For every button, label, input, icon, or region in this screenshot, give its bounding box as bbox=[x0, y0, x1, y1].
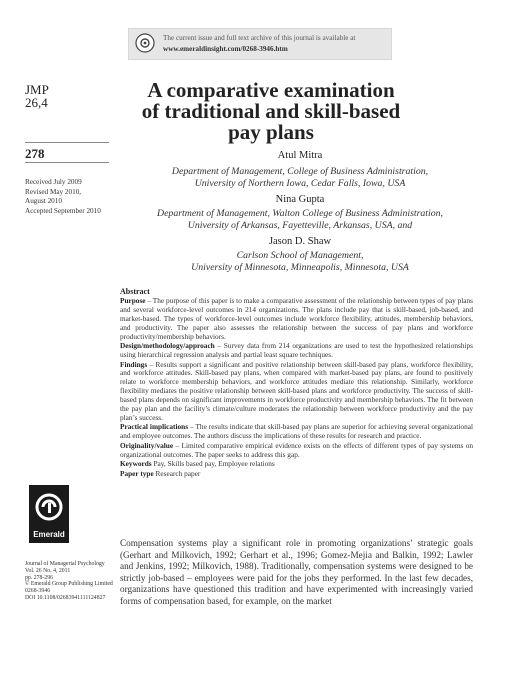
section-text: – Survey data from 214 organizations are used to test the hypothesized relationships using hierarchical regression analysis and partial least square techniques. bbox=[120, 341, 473, 360]
history-line: Accepted September 2010 bbox=[25, 206, 101, 215]
author-affiliation bbox=[118, 250, 482, 274]
affiliation-line: University of Northern Iowa, Cedar Falls, Iowa, USA bbox=[194, 178, 406, 189]
emerald-logo-icon bbox=[29, 485, 69, 543]
section-text: – The results indicate that skill-based pay plans are superior for achieving several organizational and employee outcomes. The authors discuss the implications of these results for research and practice. bbox=[120, 422, 473, 441]
citation-line: pp. 278-296 bbox=[25, 574, 54, 581]
section-label: Keywords bbox=[120, 459, 152, 469]
citation-line: 0268-3946 bbox=[25, 588, 51, 595]
author-name: Jason D. Shaw bbox=[268, 236, 332, 247]
abstract-paper-type bbox=[120, 470, 473, 479]
author-name: Nina Gupta bbox=[275, 194, 325, 205]
body-paragraph: Compensation systems play a significant role in promoting organizations’ strategic goals (Gerhart and Milkovich, 1992; Gerhart et al., 1996; Gomez-Mejia and Balkin, 1992; Lawler and Jenkins, 1992; Milkovich, 1988). Traditionally, compensation systems were designed to be strictly job-based – employees were paid for the jobs they performed. In the last few decades, organizations have questioned this tradition and have experimented with increasingly varied forms of compensation based, for example, on the market bbox=[120, 538, 473, 606]
author-affiliation bbox=[118, 166, 482, 190]
section-label: Design/methodology/approach bbox=[120, 341, 215, 351]
author-name: Atul Mitra bbox=[277, 150, 323, 161]
emerald-publisher-logo bbox=[29, 485, 69, 543]
citation-line: Journal of Managerial Psychology bbox=[25, 561, 105, 567]
affiliation-line: University of Minnesota, Minneapolis, Minnesota, USA bbox=[191, 262, 409, 273]
journal-access-banner bbox=[128, 28, 392, 60]
abstract-originality bbox=[120, 442, 473, 460]
section-text: Pay, Skills based pay, Employee relations bbox=[151, 459, 275, 469]
received-history bbox=[25, 178, 101, 216]
banner-url-link[interactable]: www.emeraldinsight.com/0268-3946.htm bbox=[163, 45, 288, 53]
abstract-purpose bbox=[120, 297, 473, 342]
history-line: Received July 2009 bbox=[25, 178, 82, 186]
abstract-findings bbox=[120, 361, 473, 423]
section-label: Practical implications bbox=[120, 422, 189, 432]
section-label: Paper type bbox=[120, 468, 154, 478]
title-line: of traditional and skill-based bbox=[141, 99, 401, 123]
section-text: Research paper bbox=[153, 468, 201, 478]
affiliation-line: Department of Management, College of Business Administration, bbox=[171, 166, 429, 177]
title-line: A comparative examination bbox=[147, 78, 395, 102]
journal-volume: 26,4 bbox=[25, 95, 48, 110]
affiliation-line: Carlson School of Management, bbox=[236, 250, 364, 261]
abstract-heading: Abstract bbox=[120, 287, 150, 296]
section-text: – The purpose of this paper is to make a comparative assessment of the relationship between types of pay plans and several workforce-level outcomes in 214 organizations. The plans include pay that is skill-based, job-based, and market-based. The types of workforce-level outcomes include workforce flexibility, attitudes, membership behaviors, and productivity. The paper also assesses the relationship between the success of pay plans and workforce productivity/membership behaviors. bbox=[120, 296, 473, 341]
citation-line: DOI 10.1108/02683941111124827 bbox=[25, 594, 106, 601]
emerald-insight-logo-icon bbox=[135, 33, 155, 53]
section-text: – Limited comparative empirical evidence exists on the effects of different types of pay systems on organizational outcomes. The paper seeks to address this gap. bbox=[120, 440, 473, 459]
divider bbox=[25, 142, 109, 143]
abstract-implications bbox=[120, 423, 473, 441]
history-line: Revised May 2010, bbox=[25, 187, 82, 196]
affiliation-line: Department of Management, Walton College of Business Administration, bbox=[157, 208, 443, 219]
citation-line: © Emerald Group Publishing Limited bbox=[25, 581, 113, 588]
structured-abstract bbox=[120, 297, 473, 479]
section-label: Originality/value bbox=[120, 440, 174, 450]
abstract-design bbox=[120, 342, 473, 360]
section-text: – Results support a significant and positive relationship between skill-based pay plans, workforce flexibility, and workforce attitudes. Skill-based pay plans, when compared with market-based pay plans, are found to positively relate to workforce membership behaviors, and workforce attitudes mediate this relationship. Similarly, workforce flexibility mediates the positive relationship between skill-based plans and workforce productivity. The success of skill-based plans depends on significant improvements in workforce productivity and membership behaviors. The fit between the pay plan and the facility’s climate/culture moderates the relationship between workforce productivity and the pay plan’s success. bbox=[120, 359, 473, 422]
section-label: Purpose bbox=[120, 296, 146, 305]
citation-block bbox=[25, 561, 113, 602]
divider bbox=[25, 162, 109, 163]
history-line: August 2010 bbox=[25, 197, 62, 205]
title-line: pay plans bbox=[228, 120, 314, 144]
banner-line-1: The current issue and full text archive of this journal is available at bbox=[163, 34, 356, 42]
journal-abbrev: JMP bbox=[25, 82, 49, 97]
author-affiliation bbox=[118, 208, 482, 232]
section-label: Findings bbox=[120, 359, 148, 369]
journal-volume-block bbox=[25, 83, 49, 109]
emerald-logo-text: Emerald bbox=[33, 530, 65, 539]
article-title bbox=[120, 80, 422, 143]
affiliation-line: University of Arkansas, Fayetteville, Arkansas, USA, and bbox=[187, 220, 413, 231]
page-number: 278 bbox=[25, 146, 45, 161]
citation-line: Vol. 26 No. 4, 2011 bbox=[25, 567, 71, 574]
